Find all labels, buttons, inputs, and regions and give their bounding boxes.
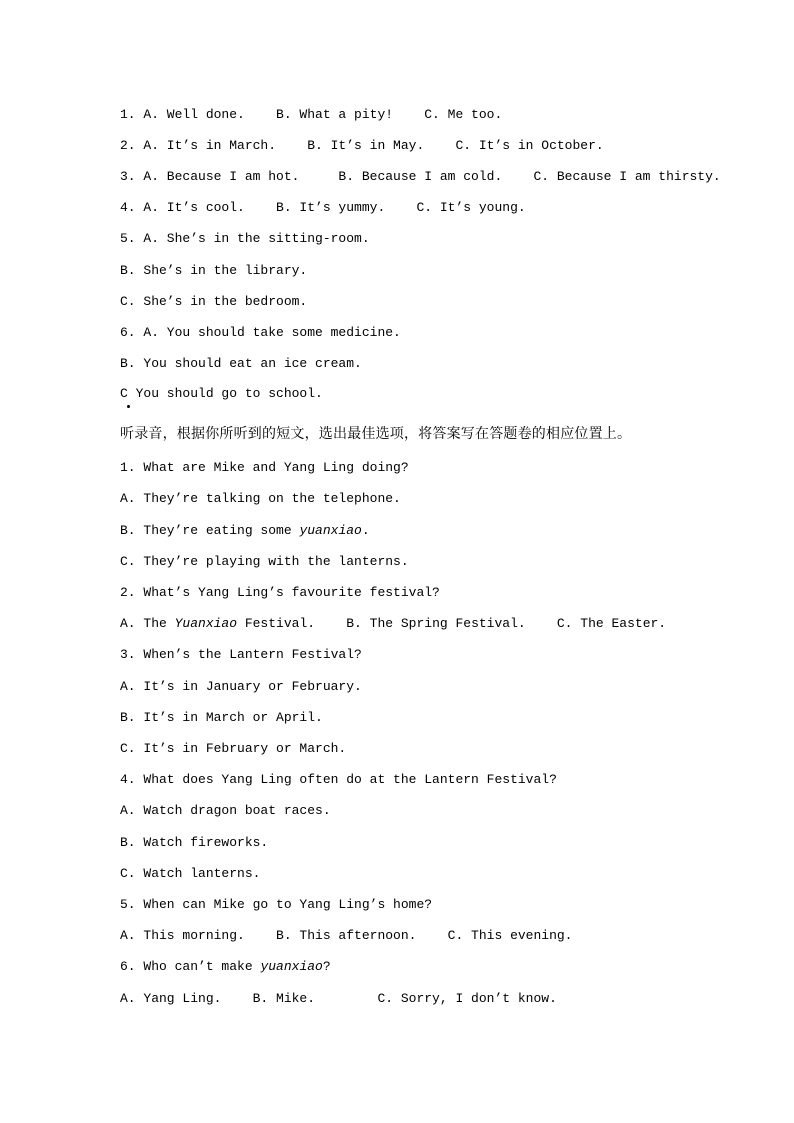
section-instruction: 听录音，根据你所听到的短文，选出最佳选项，将答案写在答题卷的相应位置上。 — [120, 426, 632, 442]
s2-q2-options — [120, 616, 666, 632]
s2-q6-before: 6. Who can’t make — [120, 959, 261, 974]
s2-q3-b: B. It’s in March or April. — [120, 710, 323, 725]
s2-q1-a: A. They’re talking on the telephone. — [120, 491, 401, 506]
s1-q4: 4. A. It’s cool. B. It’s yummy. C. It’s young. — [120, 200, 526, 215]
s2-q2: 2. What’s Yang Ling’s favourite festival? — [120, 585, 440, 600]
s2-q3-a: A. It’s in January or February. — [120, 679, 362, 694]
s1-q5-b: B. She’s in the library. — [120, 263, 308, 278]
s1-q5-a: 5. A. She’s in the sitting-room. — [120, 231, 370, 246]
s2-q5-options: A. This morning. B. This afternoon. C. This evening. — [120, 928, 573, 943]
s1-q1: 1. A. Well done. B. What a pity! C. Me too. — [120, 107, 503, 122]
s2-q4-b: B. Watch fireworks. — [120, 835, 269, 850]
s1-q6-c: C You should go to school. — [120, 386, 323, 401]
s1-q6-b: B. You should eat an ice cream. — [120, 356, 362, 371]
s2-q4-c: C. Watch lanterns. — [120, 866, 261, 881]
s2-q1-b-italic: yuanxiao — [299, 523, 362, 538]
s2-q3: 3. When’s the Lantern Festival? — [120, 647, 362, 662]
s2-q3-c: C. It’s in February or March. — [120, 741, 347, 756]
s2-q1-b-before: B. They’re eating some — [120, 523, 300, 538]
s1-q5-c: C. She’s in the bedroom. — [120, 294, 308, 309]
s2-q4: 4. What does Yang Ling often do at the Lantern Festival? — [120, 772, 557, 787]
s2-q6-italic: yuanxiao — [260, 959, 323, 974]
s2-q6-options: A. Yang Ling. B. Mike. C. Sorry, I don’t know. — [120, 991, 557, 1006]
s2-q1-b — [120, 523, 370, 539]
s2-q4-a: A. Watch dragon boat races. — [120, 803, 331, 818]
s2-q5: 5. When can Mike go to Yang Ling’s home? — [120, 897, 433, 912]
s2-q2-before: A. The — [120, 616, 175, 631]
s2-q1: 1. What are Mike and Yang Ling doing? — [120, 460, 409, 475]
s2-q1-c: C. They’re playing with the lanterns. — [120, 554, 409, 569]
s2-q2-italic: Yuanxiao — [174, 616, 238, 631]
s1-q3: 3. A. Because I am hot. B. Because I am cold. C. Because I am thirsty. — [120, 169, 721, 184]
stray-dot — [127, 405, 130, 408]
s2-q1-b-after: . — [361, 523, 370, 538]
s1-q2: 2. A. It’s in March. B. It’s in May. C. It’s in October. — [120, 138, 604, 153]
s2-q6-after: ? — [322, 959, 331, 974]
s2-q6 — [120, 959, 331, 975]
s2-q2-after: Festival. B. The Spring Festival. C. The Easter. — [237, 616, 667, 631]
s1-q6-a: 6. A. You should take some medicine. — [120, 325, 401, 340]
